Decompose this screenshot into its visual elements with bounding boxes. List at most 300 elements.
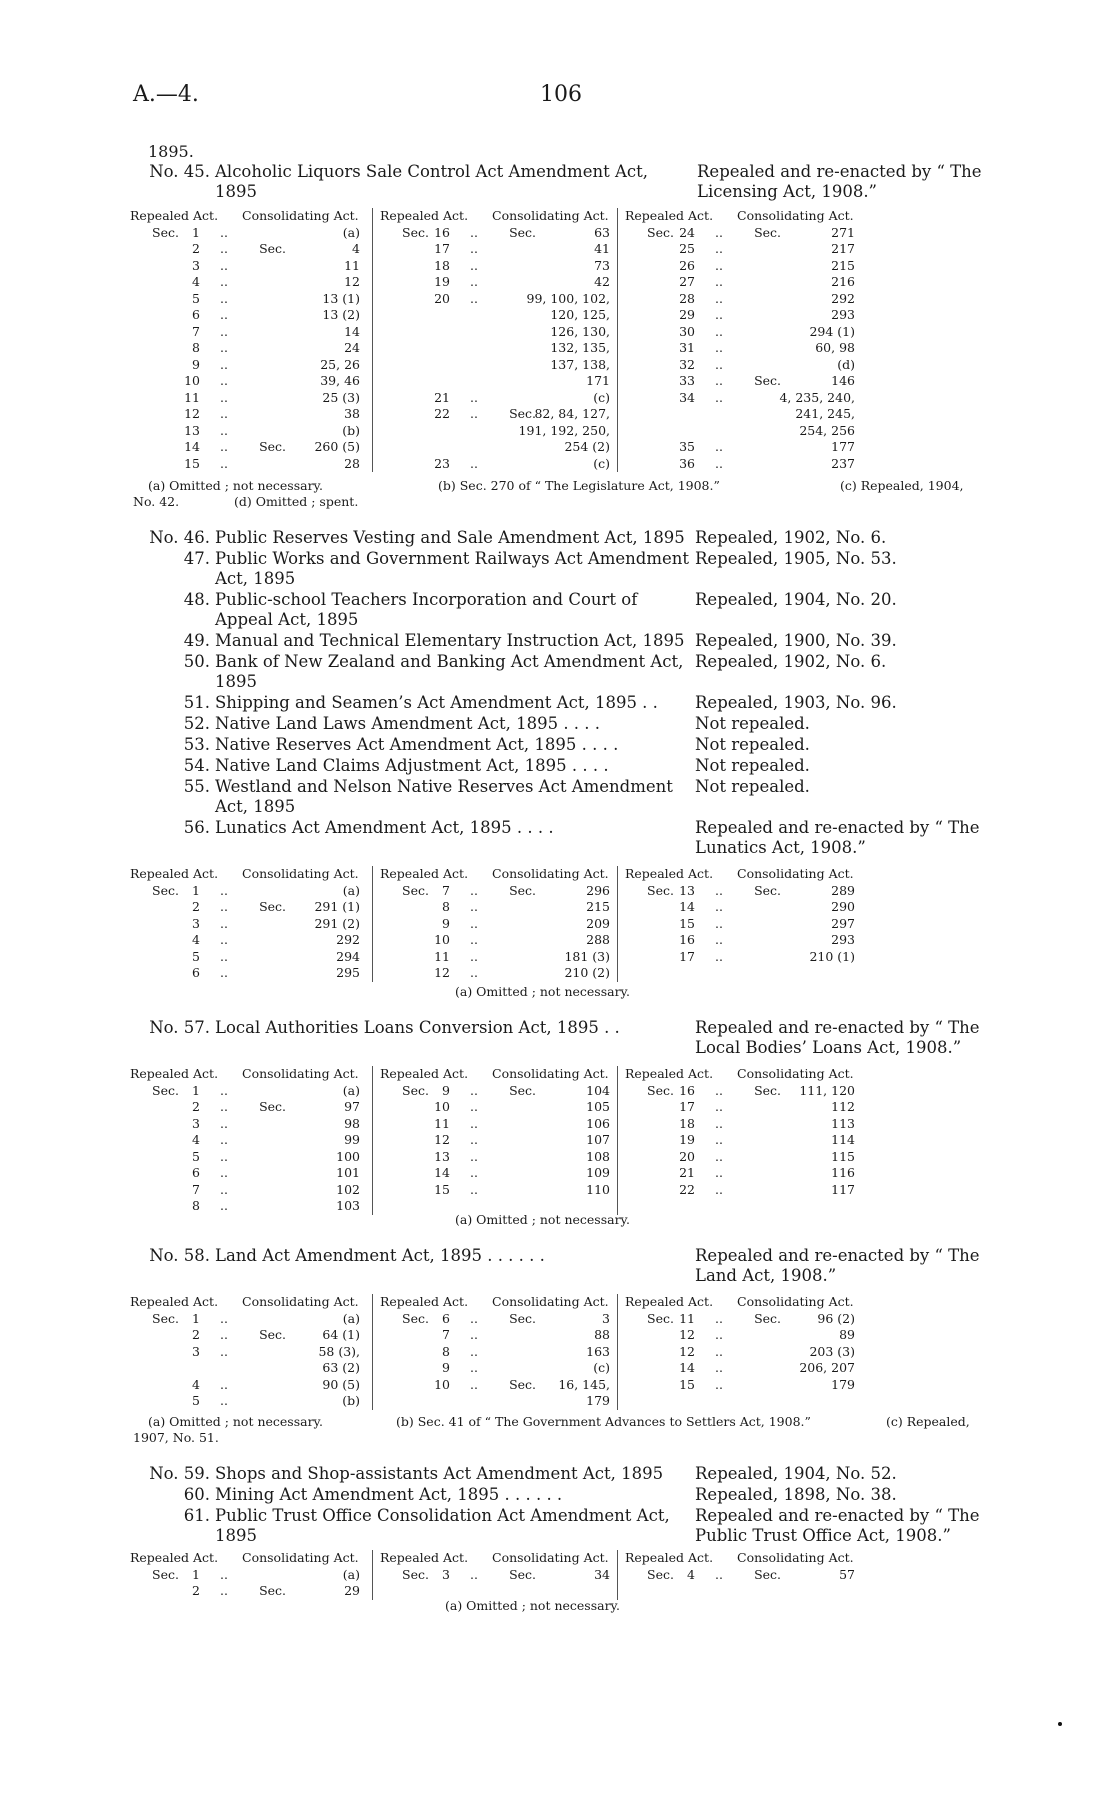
leader-dots: .. [470, 1566, 478, 1582]
leader-dots: .. [715, 1376, 723, 1392]
leader-dots: .. [715, 1148, 723, 1164]
header-consolidating: Consolidating Act. [242, 1066, 359, 1081]
act-number: No. 58. [149, 1246, 210, 1265]
sec-prefix: Sec. [509, 406, 536, 421]
repealed-section: 8 [442, 1343, 450, 1359]
consolidating-section: 217 [831, 241, 855, 256]
table-row [380, 1165, 625, 1182]
act-number: 51. [183, 693, 210, 712]
sec-prefix: Sec. [647, 1310, 674, 1326]
repealed-section: 25 [679, 241, 695, 256]
repealed-section: 19 [679, 1132, 695, 1147]
repealed-section: 12 [434, 1132, 450, 1147]
repealed-section: 4 [192, 274, 200, 289]
leader-dots: .. [715, 932, 723, 947]
leader-dots: .. [715, 1165, 723, 1180]
repealed-section: 12 [434, 965, 450, 980]
repealed-section: 10 [434, 1099, 450, 1114]
consolidating-section: 215 [831, 257, 855, 273]
repealed-section: 16 [434, 224, 450, 240]
repealed-section: 1 [192, 1082, 200, 1098]
footnote-a: (a) Omitted ; not necessary. [455, 1212, 630, 1227]
footnote-a: (a) Omitted ; not necessary. [445, 1598, 620, 1613]
repealed-section: 2 [192, 1099, 200, 1114]
table-row [380, 1344, 625, 1361]
sec-prefix: Sec. [754, 1566, 781, 1582]
sec-prefix: Sec. [259, 1583, 286, 1598]
act-title: Public Trust Office Consolidation Act Amendment Act, 1895 [215, 1506, 670, 1545]
consolidating-section: 295 [336, 965, 360, 980]
table-row [625, 241, 870, 258]
act-entry-58 [130, 1246, 1000, 1288]
repealed-section: 21 [434, 389, 450, 405]
footnote-c-cont: 1907, No. 51. [133, 1430, 219, 1445]
table-header [380, 1066, 625, 1083]
table-row [380, 390, 625, 407]
table-row [130, 340, 375, 357]
header-repealed: Repealed Act. [380, 1550, 469, 1565]
header-consolidating: Consolidating Act. [492, 208, 609, 223]
table-row [625, 373, 870, 390]
act-number: No. 45. [149, 162, 210, 181]
section-table-56 [130, 866, 990, 984]
repealed-section: 29 [679, 307, 695, 322]
act-title: Alcoholic Liquors Sale Control Act Amendment Act, 1895 [215, 162, 649, 201]
table-row [130, 225, 375, 242]
table-column-group [625, 1550, 870, 1600]
repealed-section: 15 [184, 455, 200, 471]
consolidating-section: 241, 245, [795, 406, 855, 421]
repealed-section: 31 [679, 340, 695, 355]
table-row [130, 258, 375, 275]
repealed-section: 2 [192, 241, 200, 256]
consolidating-section: 291 (1) [314, 899, 360, 914]
leader-dots: .. [715, 1181, 723, 1197]
footnote-c: (c) Repealed, [886, 1414, 970, 1429]
table-row [625, 932, 870, 949]
table-row [625, 307, 870, 324]
consolidating-section: 73 [594, 257, 610, 273]
repealed-section: 2 [192, 1327, 200, 1342]
leader-dots: .. [715, 274, 723, 289]
table-row [130, 390, 375, 407]
table-row [130, 1393, 375, 1410]
leader-dots: .. [715, 1310, 723, 1326]
consolidating-section: 98 [344, 1115, 360, 1131]
act-number: 50. [183, 652, 210, 671]
table-row [130, 1165, 375, 1182]
sec-prefix: Sec. [509, 1082, 536, 1098]
table-column-group [625, 208, 870, 472]
table-header [380, 866, 625, 883]
act-entry [130, 652, 1000, 692]
table-row [130, 1344, 375, 1361]
repealed-section: 10 [434, 932, 450, 947]
consolidating-section: 271 [831, 224, 855, 240]
table-row [130, 373, 375, 390]
table-row [130, 1083, 375, 1100]
header-consolidating: Consolidating Act. [737, 1066, 854, 1081]
repealed-section: 36 [679, 455, 695, 471]
sec-prefix: Sec. [259, 1099, 286, 1114]
repealed-section: 14 [679, 899, 695, 914]
act-entry [130, 590, 1000, 630]
footnote-a: (a) Omitted ; not necessary. [455, 984, 630, 999]
repealed-section: 20 [679, 1148, 695, 1164]
sec-prefix: Sec. [152, 224, 179, 240]
sec-prefix: Sec. [509, 882, 536, 898]
repealed-section: 15 [679, 1376, 695, 1392]
consolidating-section: 215 [586, 899, 610, 914]
table-header [380, 1550, 625, 1567]
leader-dots: .. [470, 1360, 478, 1375]
table-row [625, 1083, 870, 1100]
table-header [130, 1294, 375, 1311]
leader-dots: .. [470, 1327, 478, 1342]
act-number: 54. [183, 756, 210, 775]
repealed-section: 2 [192, 1583, 200, 1598]
consolidating-section: (c) [593, 455, 610, 471]
sec-prefix: Sec. [647, 224, 674, 240]
repealed-section: 13 [679, 882, 695, 898]
table-row [130, 423, 375, 440]
table-header [625, 208, 870, 225]
act-status: Not repealed. [695, 714, 810, 733]
header-consolidating: Consolidating Act. [242, 866, 359, 881]
table-row [625, 456, 870, 473]
column-divider [617, 1294, 618, 1410]
sec-prefix: Sec. [259, 899, 286, 914]
act-entry [130, 756, 1000, 776]
repealed-section: 16 [679, 932, 695, 947]
table-row [380, 373, 625, 390]
consolidating-section: 13 (1) [322, 290, 360, 306]
table-column-group [380, 1066, 625, 1215]
sec-prefix: Sec. [402, 1082, 429, 1098]
repealed-section: 4 [192, 1132, 200, 1147]
table-row [380, 1327, 625, 1344]
act-entry [130, 1485, 1000, 1505]
table-column-group [130, 208, 375, 472]
section-table-61 [130, 1550, 990, 1600]
leader-dots: .. [220, 307, 228, 322]
act-entry [130, 818, 1000, 858]
section-table-45 [130, 208, 990, 478]
consolidating-section: 294 (1) [809, 323, 855, 339]
leader-dots: .. [220, 1343, 228, 1359]
column-divider [372, 1066, 373, 1215]
act-list-59-61 [0, 1464, 1114, 1544]
repealed-section: 5 [192, 1393, 200, 1408]
leader-dots: .. [220, 356, 228, 372]
consolidating-section: (a) [342, 224, 360, 240]
consolidating-section: 146 [831, 373, 855, 388]
repealed-section: 10 [184, 373, 200, 388]
leader-dots: .. [470, 1115, 478, 1131]
act-number: No. 46. [149, 528, 210, 547]
consolidating-section: (a) [342, 1566, 360, 1582]
repealed-section: 13 [184, 422, 200, 438]
table-row [625, 1116, 870, 1133]
consolidating-section: 111, 120 [799, 1082, 855, 1098]
sec-prefix: Sec. [402, 1310, 429, 1326]
table-column-group [130, 1550, 375, 1600]
sec-prefix: Sec. [402, 1566, 429, 1582]
table-row [130, 1311, 375, 1328]
leader-dots: .. [715, 1566, 723, 1582]
act-status: Repealed and re-enacted by “ The Local Bodies’ Loans Act, 1908.” [695, 1018, 980, 1057]
repealed-section: 5 [192, 290, 200, 306]
consolidating-section: 109 [586, 1165, 610, 1180]
sec-prefix: Sec. [509, 1566, 536, 1582]
table-row [130, 406, 375, 423]
leader-dots: .. [220, 290, 228, 306]
repealed-section: 6 [192, 307, 200, 322]
consolidating-section: 96 (2) [817, 1310, 855, 1326]
repealed-section: 10 [434, 1376, 450, 1392]
leader-dots: .. [715, 948, 723, 964]
consolidating-section: 254, 256 [799, 422, 855, 438]
leader-dots: .. [220, 257, 228, 273]
sec-prefix: Sec. [647, 882, 674, 898]
table-row [380, 916, 625, 933]
table-row [380, 258, 625, 275]
consolidating-section: 292 [831, 290, 855, 306]
table-row [130, 1182, 375, 1199]
table-column-group [380, 866, 625, 982]
page-number: 106 [540, 82, 582, 107]
table-column-group [130, 1066, 375, 1215]
leader-dots: .. [220, 915, 228, 931]
consolidating-section: 97 [344, 1099, 360, 1114]
table-row [130, 291, 375, 308]
act-status: Repealed, 1905, No. 53. [695, 549, 897, 568]
table-row [130, 1099, 375, 1116]
column-divider [372, 866, 373, 982]
consolidating-section: 290 [831, 899, 855, 914]
table-row [380, 883, 625, 900]
table-row [380, 1182, 625, 1199]
consolidating-section: 64 (1) [322, 1327, 360, 1342]
consolidating-section: 292 [336, 932, 360, 947]
repealed-section: 12 [679, 1343, 695, 1359]
table-row [625, 274, 870, 291]
header-repealed: Repealed Act. [130, 866, 219, 881]
consolidating-section: (a) [342, 1310, 360, 1326]
consolidating-section: 90 (5) [322, 1376, 360, 1392]
leader-dots: .. [220, 406, 228, 421]
consolidating-section: 179 [586, 1393, 610, 1408]
table-row [625, 949, 870, 966]
repealed-section: 7 [192, 1181, 200, 1197]
repealed-section: 12 [184, 406, 200, 421]
act-number: 55. [183, 777, 210, 796]
act-status: Repealed and re-enacted by “ The Licensing Act, 1908.” [697, 162, 982, 201]
consolidating-section: 102 [336, 1181, 360, 1197]
act-title: Westland and Nelson Native Reserves Act Amendment Act, 1895 [215, 777, 673, 816]
table-row [625, 1360, 870, 1377]
consolidating-section: 60, 98 [815, 340, 855, 355]
table-header [130, 208, 375, 225]
consolidating-section: (a) [342, 882, 360, 898]
section-table-58 [130, 1294, 990, 1412]
leader-dots: .. [470, 1099, 478, 1114]
leader-dots: .. [220, 1198, 228, 1213]
table-row [625, 883, 870, 900]
sec-prefix: Sec. [647, 1082, 674, 1098]
repealed-section: 11 [434, 1115, 450, 1131]
header-repealed: Repealed Act. [130, 208, 219, 223]
leader-dots: .. [220, 224, 228, 240]
repealed-section: 9 [442, 1082, 450, 1098]
leader-dots: .. [470, 899, 478, 914]
consolidating-section: 254 (2) [564, 439, 610, 454]
leader-dots: .. [715, 1115, 723, 1131]
consolidating-section: 296 [586, 882, 610, 898]
table-row [130, 307, 375, 324]
sec-prefix: Sec. [754, 1310, 781, 1326]
repealed-section: 3 [192, 257, 200, 273]
table-row [380, 357, 625, 374]
table-row [625, 1583, 870, 1600]
act-status: Repealed, 1904, No. 52. [695, 1464, 897, 1483]
table-header [130, 1550, 375, 1567]
consolidating-section: 89 [839, 1327, 855, 1342]
header-consolidating: Consolidating Act. [492, 1066, 609, 1081]
leader-dots: .. [470, 241, 478, 256]
act-entry [130, 714, 1000, 734]
consolidating-section: 260 (5) [314, 439, 360, 454]
repealed-section: 11 [434, 948, 450, 964]
header-consolidating: Consolidating Act. [737, 1294, 854, 1309]
act-list-46-56 [0, 528, 1114, 858]
repealed-section: 2 [192, 899, 200, 914]
leader-dots: .. [715, 307, 723, 322]
column-divider [372, 1550, 373, 1600]
leader-dots: .. [220, 340, 228, 355]
consolidating-section: 25, 26 [320, 356, 360, 372]
table-row [625, 1198, 870, 1215]
repealed-section: 15 [679, 915, 695, 931]
leader-dots: .. [715, 290, 723, 306]
table-header [130, 866, 375, 883]
table-row [625, 439, 870, 456]
consolidating-section: 101 [336, 1165, 360, 1180]
repealed-section: 7 [442, 1327, 450, 1342]
leader-dots: .. [715, 439, 723, 454]
act-entry-45 [130, 162, 1000, 204]
table-column-group [625, 1294, 870, 1410]
table-row [380, 1311, 625, 1328]
act-number: No. 59. [149, 1464, 210, 1483]
act-status: Repealed and re-enacted by “ The Land Act, 1908.” [695, 1246, 980, 1285]
act-title: Lunatics Act Amendment Act, 1895 . . . . [215, 818, 554, 837]
repealed-section: 11 [679, 1310, 695, 1326]
leader-dots: .. [715, 373, 723, 388]
repealed-section: 22 [434, 406, 450, 421]
consolidating-section: 28 [344, 455, 360, 471]
table-row [380, 406, 625, 423]
table-row [380, 456, 625, 473]
consolidating-section: 11 [344, 257, 360, 273]
consolidating-section: 4, 235, 240, [779, 389, 855, 405]
leader-dots: .. [715, 257, 723, 273]
act-number: 47. [183, 549, 210, 568]
act-title: Land Act Amendment Act, 1895 . . . . . . [215, 1246, 545, 1265]
table-row [625, 357, 870, 374]
table-row [130, 357, 375, 374]
leader-dots: .. [470, 1165, 478, 1180]
table-row [380, 1377, 625, 1394]
consolidating-section: 110 [586, 1181, 610, 1197]
consolidating-section: 103 [336, 1198, 360, 1213]
leader-dots: .. [470, 257, 478, 273]
leader-dots: .. [470, 932, 478, 947]
act-status: Repealed, 1898, No. 38. [695, 1485, 897, 1504]
consolidating-section: (d) [837, 356, 855, 372]
table-row [625, 423, 870, 440]
consolidating-section: 107 [586, 1132, 610, 1147]
act-entry [130, 1464, 1000, 1484]
header-repealed: Repealed Act. [130, 1550, 219, 1565]
table-row [625, 390, 870, 407]
leader-dots: .. [220, 1082, 228, 1098]
leader-dots: .. [470, 406, 478, 421]
consolidating-section: 88 [594, 1327, 610, 1342]
table-header [625, 866, 870, 883]
consolidating-section: 82, 84, 127, [534, 406, 610, 421]
consolidating-section: 293 [831, 307, 855, 322]
consolidating-section: 63 (2) [322, 1360, 360, 1375]
repealed-section: 35 [679, 439, 695, 454]
act-status: Repealed, 1902, No. 6. [695, 528, 887, 547]
repealed-section: 4 [192, 1376, 200, 1392]
leader-dots: .. [470, 948, 478, 964]
table-row [130, 1149, 375, 1166]
repealed-section: 3 [192, 1115, 200, 1131]
table-row [625, 1165, 870, 1182]
column-divider [617, 208, 618, 472]
act-number: 48. [183, 590, 210, 609]
consolidating-section: 120, 125, [550, 307, 610, 322]
table-row [625, 1567, 870, 1584]
column-divider [617, 1550, 618, 1600]
repealed-section: 9 [442, 1360, 450, 1375]
sec-prefix: Sec. [509, 224, 536, 240]
repealed-section: 14 [184, 439, 200, 454]
table-row [625, 965, 870, 982]
repealed-section: 14 [434, 1165, 450, 1180]
act-status: Repealed and re-enacted by “ The Lunatics Act, 1908.” [695, 818, 980, 857]
table-row [130, 899, 375, 916]
table-header [625, 1294, 870, 1311]
table-column-group [380, 208, 625, 472]
repealed-section: 33 [679, 373, 695, 388]
table-row [625, 899, 870, 916]
leader-dots: .. [715, 356, 723, 372]
header-repealed: Repealed Act. [130, 1066, 219, 1081]
footnote-a: (a) Omitted ; not necessary. [148, 478, 323, 493]
consolidating-section: 289 [831, 882, 855, 898]
leader-dots: .. [715, 455, 723, 471]
act-entry [130, 1506, 1000, 1546]
table-column-group [130, 1294, 375, 1410]
consolidating-section: 210 (2) [564, 965, 610, 980]
header-consolidating: Consolidating Act. [737, 866, 854, 881]
table-row [130, 1583, 375, 1600]
leader-dots: .. [220, 1310, 228, 1326]
table-row [130, 456, 375, 473]
